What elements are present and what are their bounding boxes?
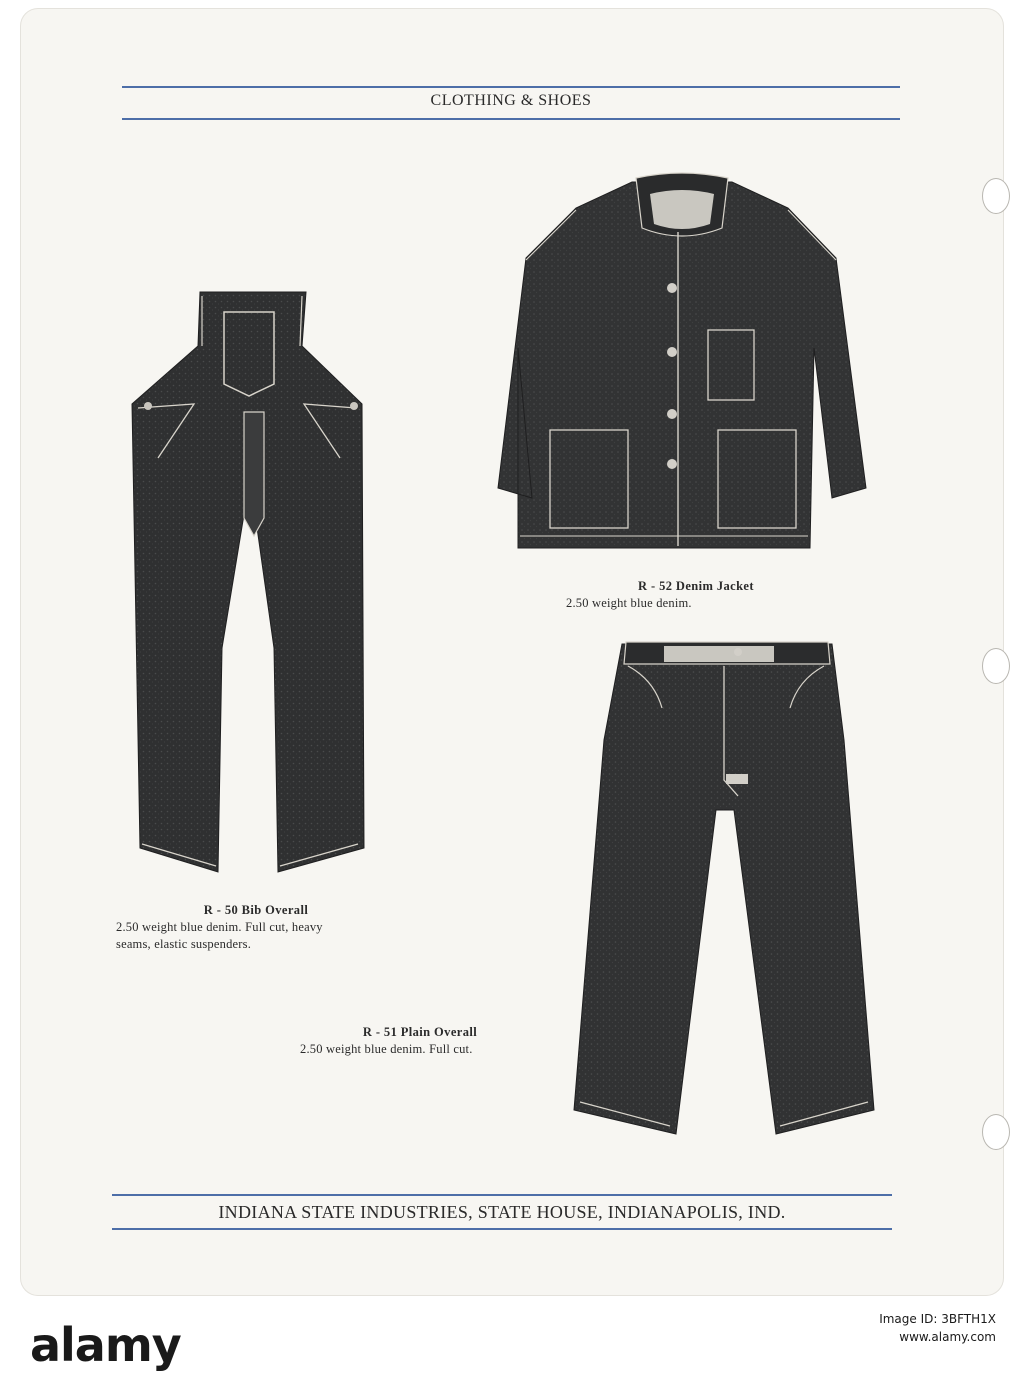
site-url: www.alamy.com [899, 1330, 996, 1344]
product-description: 2.50 weight blue denim. [566, 596, 692, 610]
product-description: 2.50 weight blue denim. Full cut, heavy [116, 920, 323, 934]
product-description: seams, elastic suspenders. [116, 937, 252, 951]
watermark-brand: alamy [30, 1318, 181, 1372]
header-rule-top [122, 86, 900, 88]
bib-overall-image [118, 288, 384, 876]
denim-jacket-image [496, 168, 868, 552]
bib-overall-caption [116, 902, 396, 953]
watermark-logo [30, 1318, 181, 1372]
product-title: R - 51 Plain Overall [362, 1025, 478, 1039]
section-title: CLOTHING & SHOES [430, 92, 592, 109]
binder-hole [982, 648, 1010, 684]
product-title: R - 52 Denim Jacket [638, 579, 754, 593]
image-id-label: Image ID: 3BFTH1X [879, 1312, 996, 1326]
plain-overall-image [566, 640, 888, 1138]
denim-jacket-caption [566, 578, 826, 612]
footer-rule-bottom [112, 1228, 892, 1230]
watermark-image-id [879, 1310, 996, 1346]
product-title: R - 50 Bib Overall [203, 903, 309, 917]
binder-hole [982, 1114, 1010, 1150]
footer-rule-top [112, 1194, 892, 1196]
plain-overall-caption [300, 1024, 540, 1058]
watermark-bar [0, 1298, 1016, 1390]
footer-address: INDIANA STATE INDUSTRIES, STATE HOUSE, INDIANAPOLIS, IND. [218, 1202, 786, 1222]
binder-hole [982, 178, 1010, 214]
header-rule-bottom [122, 118, 900, 120]
product-description: 2.50 weight blue denim. Full cut. [300, 1042, 473, 1056]
